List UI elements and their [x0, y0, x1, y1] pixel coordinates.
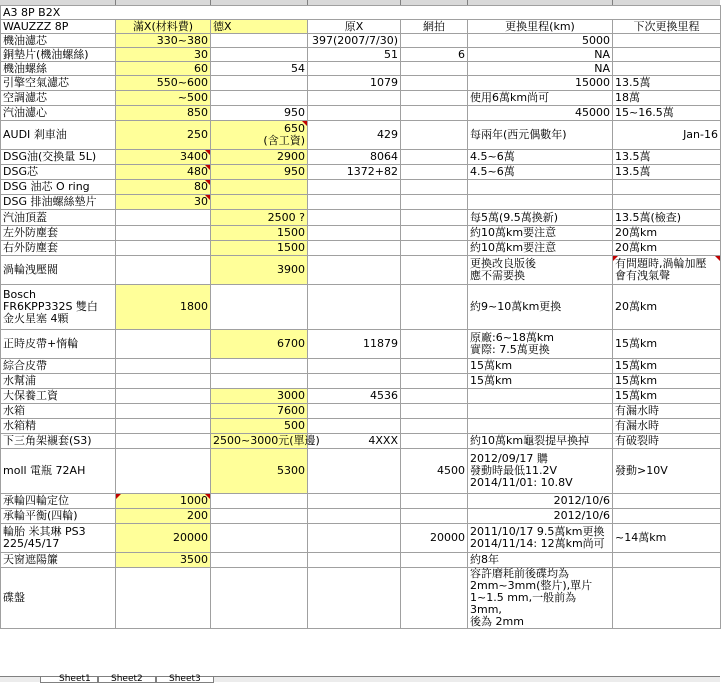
parts-table	[0, 5, 721, 629]
table-row	[1, 150, 721, 165]
price-dex-cell[interactable]	[211, 180, 308, 195]
table-row	[1, 106, 721, 121]
next-change-cell[interactable]	[613, 62, 721, 76]
price-online-cell[interactable]	[401, 91, 468, 106]
price-dex-cell[interactable]	[211, 524, 308, 553]
price-original-cell[interactable]: 4536	[308, 389, 401, 404]
table-row	[1, 91, 721, 106]
interval-cell[interactable]: 4.5~6萬	[468, 150, 613, 165]
price-dex-cell[interactable]	[211, 91, 308, 106]
price-manfu-cell[interactable]: 30	[116, 48, 211, 62]
price-original-cell[interactable]	[308, 374, 401, 389]
item-name-cell[interactable]: DSG芯	[1, 165, 116, 180]
next-change-cell[interactable]	[613, 494, 721, 509]
price-online-cell[interactable]	[401, 226, 468, 241]
price-manfu-cell[interactable]: 250	[116, 121, 211, 150]
next-change-cell[interactable]: 15萬km	[613, 330, 721, 359]
interval-cell[interactable]: NA	[468, 48, 613, 62]
price-original-cell[interactable]	[308, 285, 401, 330]
interval-cell[interactable]: 2011/10/17 9.5萬km更換 2014/11/14: 12萬km尚可	[468, 524, 613, 553]
next-change-cell[interactable]: 18萬	[613, 91, 721, 106]
price-online-cell[interactable]	[401, 195, 468, 210]
interval-cell[interactable]: 每兩年(西元偶數年)	[468, 121, 613, 150]
price-manfu-cell[interactable]	[116, 374, 211, 389]
price-online-cell[interactable]	[401, 150, 468, 165]
table-row	[1, 374, 721, 389]
price-original-cell[interactable]	[308, 509, 401, 524]
item-name-cell[interactable]: 承輪四輪定位	[1, 494, 116, 509]
interval-cell[interactable]	[468, 389, 613, 404]
table-row	[1, 389, 721, 404]
price-dex-cell[interactable]: 7600	[211, 404, 308, 419]
price-online-cell[interactable]: 20000	[401, 524, 468, 553]
price-online-cell[interactable]	[401, 165, 468, 180]
price-manfu-cell[interactable]: 1800	[116, 285, 211, 330]
item-name-cell[interactable]: 機油螺絲	[1, 62, 116, 76]
price-manfu-cell[interactable]: 3500	[116, 553, 211, 568]
price-online-cell[interactable]	[401, 389, 468, 404]
next-change-cell[interactable]	[613, 48, 721, 62]
price-online-cell[interactable]	[401, 34, 468, 48]
price-original-cell[interactable]	[308, 553, 401, 568]
price-online-cell[interactable]	[401, 359, 468, 374]
price-manfu-cell[interactable]	[116, 389, 211, 404]
header-cell[interactable]: 滿X(材料費)	[116, 20, 211, 34]
price-dex-cell[interactable]: 650 (含工資)	[211, 121, 308, 150]
price-original-cell[interactable]	[308, 449, 401, 494]
price-manfu-cell[interactable]: 30	[116, 195, 211, 210]
price-dex-cell[interactable]: 2500 ?	[211, 210, 308, 226]
next-change-cell[interactable]	[613, 180, 721, 195]
price-online-cell[interactable]	[401, 419, 468, 434]
interval-cell[interactable]: 約10萬km要注意	[468, 241, 613, 256]
table-row	[1, 359, 721, 374]
table-row	[1, 195, 721, 210]
price-online-cell[interactable]	[401, 494, 468, 509]
price-manfu-cell[interactable]: 480	[116, 165, 211, 180]
price-manfu-cell[interactable]	[116, 210, 211, 226]
item-name-cell[interactable]: moll 電瓶 72AH	[1, 449, 116, 494]
table-row	[1, 285, 721, 330]
price-manfu-cell[interactable]: 200	[116, 509, 211, 524]
table-row	[1, 449, 721, 494]
price-original-cell[interactable]	[308, 256, 401, 285]
table-row	[1, 568, 721, 629]
next-change-cell[interactable]: Jan-16	[613, 121, 721, 150]
item-name-cell[interactable]: 引擎空氣濾芯	[1, 76, 116, 91]
price-online-cell[interactable]	[401, 106, 468, 121]
interval-cell[interactable]: 約8年	[468, 553, 613, 568]
price-original-cell[interactable]	[308, 195, 401, 210]
table-row	[1, 76, 721, 91]
item-name-cell[interactable]: 銅墊片(機油螺絲)	[1, 48, 116, 62]
price-manfu-cell[interactable]: 80	[116, 180, 211, 195]
interval-cell[interactable]: 2012/10/6	[468, 509, 613, 524]
price-original-cell[interactable]: 429	[308, 121, 401, 150]
header-cell[interactable]: 原X	[308, 20, 401, 34]
sheet-tab[interactable]: Sheet2	[98, 677, 156, 683]
table-row	[1, 241, 721, 256]
interval-cell[interactable]: 更換改良版後 應不需要換	[468, 256, 613, 285]
next-change-cell[interactable]: 20萬km	[613, 285, 721, 330]
header-cell[interactable]: WAUZZZ 8P	[1, 20, 116, 34]
price-original-cell[interactable]: 397(2007/7/30)	[308, 34, 401, 48]
price-dex-cell[interactable]: 3900	[211, 256, 308, 285]
price-online-cell[interactable]	[401, 76, 468, 91]
price-original-cell[interactable]	[308, 359, 401, 374]
item-name-cell[interactable]: 綜合皮帶	[1, 359, 116, 374]
item-name-cell[interactable]: 下三角架襯套(S3)	[1, 434, 116, 449]
header-cell[interactable]: 更換里程(km)	[468, 20, 613, 34]
item-name-cell[interactable]: 承輪平衡(四輪)	[1, 509, 116, 524]
item-name-cell[interactable]: 汽油頂蓋	[1, 210, 116, 226]
price-dex-cell[interactable]: 6700	[211, 330, 308, 359]
interval-cell[interactable]: 約10萬km要注意	[468, 226, 613, 241]
item-name-cell[interactable]: 水箱精	[1, 419, 116, 434]
interval-cell[interactable]: 15萬km	[468, 359, 613, 374]
price-dex-cell[interactable]: 2500~3000元(單邊)	[211, 434, 308, 449]
next-change-cell[interactable]	[613, 509, 721, 524]
next-change-cell[interactable]	[613, 568, 721, 629]
item-name-cell[interactable]: 左外防塵套	[1, 226, 116, 241]
price-original-cell[interactable]	[308, 524, 401, 553]
price-dex-cell[interactable]: 54	[211, 62, 308, 76]
price-original-cell[interactable]	[308, 404, 401, 419]
header-cell[interactable]: 網拍	[401, 20, 468, 34]
interval-cell[interactable]: 4.5~6萬	[468, 165, 613, 180]
price-original-cell[interactable]	[308, 568, 401, 629]
table-row	[1, 434, 721, 449]
table-row	[1, 256, 721, 285]
price-dex-cell[interactable]	[211, 285, 308, 330]
price-manfu-cell[interactable]	[116, 359, 211, 374]
next-change-cell[interactable]: 有問題時,渦輪加壓 會有洩氣聲	[613, 256, 721, 285]
next-change-cell[interactable]: 15萬km	[613, 389, 721, 404]
item-name-cell[interactable]: AUDI 剎車油	[1, 121, 116, 150]
table-row	[1, 121, 721, 150]
item-name-cell[interactable]: 渦輪洩壓閥	[1, 256, 116, 285]
item-name-cell[interactable]: DSG 排油螺絲墊片	[1, 195, 116, 210]
sheet-tabs-bar	[0, 676, 720, 682]
next-change-cell[interactable]: 15~16.5萬	[613, 106, 721, 121]
next-change-cell[interactable]: 13.5萬	[613, 165, 721, 180]
item-name-cell[interactable]: 機油濾芯	[1, 34, 116, 48]
next-change-cell[interactable]: ~14萬km	[613, 524, 721, 553]
item-name-cell[interactable]: 正時皮帶+惰輪	[1, 330, 116, 359]
table-row	[1, 330, 721, 359]
interval-cell[interactable]	[468, 404, 613, 419]
price-original-cell[interactable]	[308, 210, 401, 226]
price-dex-cell[interactable]	[211, 568, 308, 629]
price-original-cell[interactable]	[308, 180, 401, 195]
next-change-cell[interactable]	[613, 34, 721, 48]
price-dex-cell[interactable]	[211, 509, 308, 524]
price-manfu-cell[interactable]: 550~600	[116, 76, 211, 91]
next-change-cell[interactable]: 有漏水時	[613, 404, 721, 419]
interval-cell[interactable]: 2012/10/6	[468, 494, 613, 509]
price-original-cell[interactable]: 1372+82	[308, 165, 401, 180]
price-online-cell[interactable]	[401, 285, 468, 330]
price-manfu-cell[interactable]	[116, 434, 211, 449]
item-name-cell[interactable]: 碟盤	[1, 568, 116, 629]
item-name-cell[interactable]: 天窗遮陽簾	[1, 553, 116, 568]
price-dex-cell[interactable]	[211, 48, 308, 62]
table-row	[1, 165, 721, 180]
price-manfu-cell[interactable]	[116, 256, 211, 285]
item-name-cell[interactable]: 空調濾芯	[1, 91, 116, 106]
price-manfu-cell[interactable]	[116, 419, 211, 434]
price-original-cell[interactable]	[308, 62, 401, 76]
next-change-cell[interactable]: 有漏水時	[613, 419, 721, 434]
item-name-cell[interactable]: DSG 油芯 O ring	[1, 180, 116, 195]
price-original-cell[interactable]	[308, 419, 401, 434]
table-row	[1, 509, 721, 524]
price-online-cell[interactable]: 6	[401, 48, 468, 62]
interval-cell[interactable]: 約10萬km龜裂提早換掉	[468, 434, 613, 449]
price-dex-cell[interactable]	[211, 494, 308, 509]
item-name-cell[interactable]: 右外防塵套	[1, 241, 116, 256]
price-dex-cell[interactable]: 1500	[211, 226, 308, 241]
price-original-cell[interactable]: 1079	[308, 76, 401, 91]
price-original-cell[interactable]: 51	[308, 48, 401, 62]
interval-cell[interactable]: 15萬km	[468, 374, 613, 389]
next-change-cell[interactable]: 20萬km	[613, 226, 721, 241]
price-original-cell[interactable]: 4XXX	[308, 434, 401, 449]
table-row	[1, 494, 721, 509]
price-original-cell[interactable]	[308, 241, 401, 256]
price-manfu-cell[interactable]: 20000	[116, 524, 211, 553]
next-change-cell[interactable]: 發動>10V	[613, 449, 721, 494]
table-row	[1, 524, 721, 553]
sheet-title[interactable]: A3 8P B2X	[1, 6, 721, 20]
table-row	[1, 419, 721, 434]
price-dex-cell[interactable]	[211, 34, 308, 48]
price-online-cell[interactable]	[401, 241, 468, 256]
price-manfu-cell[interactable]: 330~380	[116, 34, 211, 48]
item-name-cell[interactable]: DSG油(交換量 5L)	[1, 150, 116, 165]
next-change-cell[interactable]: 15萬km	[613, 374, 721, 389]
interval-cell[interactable]: 2012/09/17 購 發動時最低11.2V 2014/11/01: 10.8V	[468, 449, 613, 494]
interval-cell[interactable]: 每5萬(9.5萬換新)	[468, 210, 613, 226]
interval-cell[interactable]	[468, 419, 613, 434]
table-row	[1, 404, 721, 419]
price-manfu-cell[interactable]: 60	[116, 62, 211, 76]
price-dex-cell[interactable]: 950	[211, 165, 308, 180]
price-dex-cell[interactable]	[211, 374, 308, 389]
table-row	[1, 62, 721, 76]
price-manfu-cell[interactable]: 3400	[116, 150, 211, 165]
table-row	[1, 210, 721, 226]
price-manfu-cell[interactable]	[116, 241, 211, 256]
price-online-cell[interactable]	[401, 404, 468, 419]
price-online-cell[interactable]	[401, 330, 468, 359]
price-online-cell[interactable]	[401, 553, 468, 568]
interval-cell[interactable]: 使用6萬km尚可	[468, 91, 613, 106]
interval-cell[interactable]: 原廠:6~18萬km 實際: 7.5萬更換	[468, 330, 613, 359]
interval-cell[interactable]	[468, 180, 613, 195]
price-original-cell[interactable]	[308, 226, 401, 241]
interval-cell[interactable]: 15000	[468, 76, 613, 91]
price-dex-cell[interactable]	[211, 76, 308, 91]
item-name-cell[interactable]: 大保養工資	[1, 389, 116, 404]
next-change-cell[interactable]: 有破裂時	[613, 434, 721, 449]
price-dex-cell[interactable]	[211, 359, 308, 374]
price-original-cell[interactable]: 8064	[308, 150, 401, 165]
next-change-cell[interactable]: 15萬km	[613, 359, 721, 374]
price-online-cell[interactable]	[401, 62, 468, 76]
interval-cell[interactable]: NA	[468, 62, 613, 76]
price-dex-cell[interactable]: 5300	[211, 449, 308, 494]
price-original-cell[interactable]	[308, 494, 401, 509]
price-original-cell[interactable]: 11879	[308, 330, 401, 359]
price-online-cell[interactable]	[401, 121, 468, 150]
header-cell[interactable]: 德X	[211, 20, 308, 34]
price-manfu-cell[interactable]	[116, 404, 211, 419]
interval-cell[interactable]: 約9~10萬km更換	[468, 285, 613, 330]
header-cell[interactable]: 下次更換里程	[613, 20, 721, 34]
price-online-cell[interactable]: 4500	[401, 449, 468, 494]
next-change-cell[interactable]: 13.5萬(檢查)	[613, 210, 721, 226]
table-row	[1, 34, 721, 48]
table-row	[1, 180, 721, 195]
interval-cell[interactable]: 45000	[468, 106, 613, 121]
price-dex-cell[interactable]: 2900	[211, 150, 308, 165]
price-online-cell[interactable]	[401, 210, 468, 226]
price-manfu-cell[interactable]	[116, 568, 211, 629]
price-dex-cell[interactable]: 3000	[211, 389, 308, 404]
next-change-cell[interactable]: 13.5萬	[613, 76, 721, 91]
price-online-cell[interactable]	[401, 568, 468, 629]
table-row	[1, 48, 721, 62]
interval-cell[interactable]: 5000	[468, 34, 613, 48]
title-row	[1, 6, 721, 20]
next-change-cell[interactable]	[613, 553, 721, 568]
price-original-cell[interactable]	[308, 106, 401, 121]
price-online-cell[interactable]	[401, 180, 468, 195]
price-manfu-cell[interactable]: 1000	[116, 494, 211, 509]
price-dex-cell[interactable]	[211, 195, 308, 210]
price-manfu-cell[interactable]	[116, 330, 211, 359]
price-manfu-cell[interactable]: 850	[116, 106, 211, 121]
item-name-cell[interactable]: 水箱	[1, 404, 116, 419]
price-dex-cell[interactable]: 1500	[211, 241, 308, 256]
interval-cell[interactable]: 容許磨耗前後碟均為 2mm~3mm(整片),單片 1~1.5 mm,一般前為 3mm, 後為 2mm	[468, 568, 613, 629]
table-row	[1, 226, 721, 241]
price-dex-cell[interactable]	[211, 553, 308, 568]
item-name-cell[interactable]: 輪胎 米其琳 PS3 225/45/17	[1, 524, 116, 553]
sheet-tab[interactable]: Sheet3	[156, 677, 214, 683]
price-dex-cell[interactable]: 950	[211, 106, 308, 121]
price-online-cell[interactable]	[401, 434, 468, 449]
price-online-cell[interactable]	[401, 509, 468, 524]
price-manfu-cell[interactable]: ~500	[116, 91, 211, 106]
price-manfu-cell[interactable]	[116, 449, 211, 494]
table-row	[1, 553, 721, 568]
price-manfu-cell[interactable]	[116, 226, 211, 241]
next-change-cell[interactable]: 13.5萬	[613, 150, 721, 165]
item-name-cell[interactable]: 水幫浦	[1, 374, 116, 389]
sheet-tab[interactable]: Sheet1	[40, 677, 98, 683]
price-online-cell[interactable]	[401, 374, 468, 389]
price-dex-cell[interactable]: 500	[211, 419, 308, 434]
item-name-cell[interactable]: 汽油濾心	[1, 106, 116, 121]
next-change-cell[interactable]: 20萬km	[613, 241, 721, 256]
header-row	[1, 20, 721, 34]
next-change-cell[interactable]	[613, 195, 721, 210]
price-online-cell[interactable]	[401, 256, 468, 285]
price-original-cell[interactable]	[308, 91, 401, 106]
interval-cell[interactable]	[468, 195, 613, 210]
item-name-cell[interactable]: Bosch FR6KPP332S 雙白 金火星塞 4顆	[1, 285, 116, 330]
